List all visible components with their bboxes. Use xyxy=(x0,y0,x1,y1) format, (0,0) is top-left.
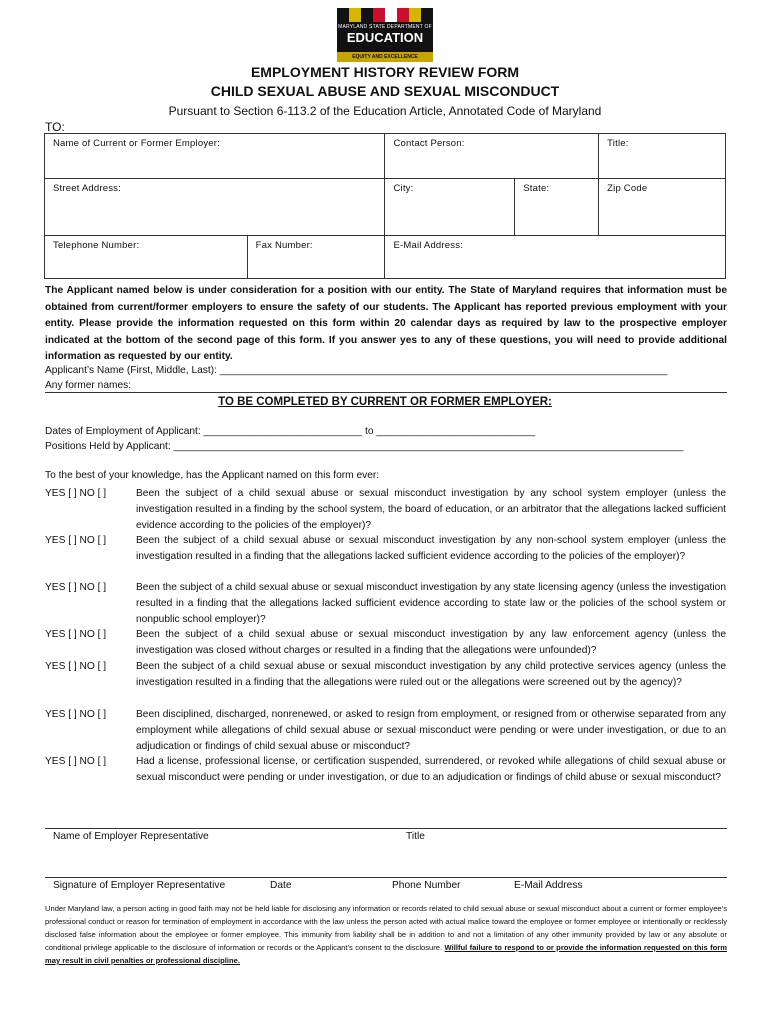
yes-no-checkbox[interactable]: YES [ ] NO [ ] xyxy=(45,661,107,672)
logo-tagline: EQUITY AND EXCELLENCE xyxy=(337,52,433,62)
fax-field[interactable] xyxy=(247,236,385,279)
state-label: State: xyxy=(523,183,550,194)
zip-code-field[interactable] xyxy=(599,179,726,236)
date-label: Date xyxy=(270,880,292,891)
flag-stripe xyxy=(409,8,421,22)
legal-reference: Pursuant to Section 6-113.2 of the Education Article, Annotated Code of Maryland xyxy=(168,104,602,118)
state-field[interactable] xyxy=(515,179,599,236)
representative-name-line[interactable] xyxy=(45,828,727,829)
instructions-paragraph: The Applicant named below is under consideration for a position with our entity. The State of Maryland requires that information must be obtained from current/former employers to ensure the safety of our students. The Applicant has reported previous employment with your entity. Please provide the information requested on this form within 20 calendar days as required by law to the prospective employer indicated at the bottom of the second page of this form. If you answer yes to any of these questions, you will need to provide additional information as requested by our entity. xyxy=(45,285,727,362)
question-text: Had a license, professional license, or certification suspended, surrendered, or revoked while allegations of child sexual abuse or sexual misconduct were pending or under investigation, or due to an adjudication or findings of child abuse or sexual misconduct? xyxy=(136,756,726,783)
question-text: Been the subject of a child sexual abuse or sexual misconduct investigation by any child protective services agency (unless the investigation resulted in a finding that the allegations were ruled out or the allegations were screened out by the agency)? xyxy=(136,661,726,688)
zip-code-label: Zip Code xyxy=(607,183,648,194)
legal-notice-text: Under Maryland law, a person acting in good faith may not be held liable for disclosing any information or records related to child sexual abuse or sexual misconduct about a current or former employee’s professional conduct or reason for termination of employment in accordance with the law unless the person acted with actual malice toward the employee or former employee or intentionally or recklessly disclosed false information about the employee or former employee. This immunity from liability shall be in addition to and not a limitation of any other immunity provided by law or any absolute or conditional privilege applicable to the disclosure of information or records or the Applicant’s consent to the disclosure. xyxy=(45,904,727,952)
phone-number-label: Phone Number xyxy=(392,880,461,891)
contact-person-label: Contact Person: xyxy=(393,138,465,149)
email-field[interactable] xyxy=(385,236,726,279)
employer-name-label: Name of Current or Former Employer: xyxy=(53,138,220,149)
former-names-line[interactable]: Any former names: xyxy=(45,380,132,391)
msde-logo xyxy=(337,8,433,58)
rep-signature-label: Signature of Employer Representative xyxy=(53,880,226,891)
legal-notice xyxy=(45,902,727,967)
employer-name-field[interactable] xyxy=(45,134,385,179)
city-field[interactable] xyxy=(385,179,515,236)
question-text: Been the subject of a child sexual abuse or sexual misconduct investigation by any state licensing agency (unless the investigation resulted in a finding that the allegations lacked sufficient evidence according to state law or the policies of the school system or nonpublic school employer)? xyxy=(136,582,726,625)
question-text: Been the subject of a child sexual abuse or sexual misconduct investigation by any school system employer (unless the investigation resulted in a finding by the school system, the board of education, or an arbitrator that the allegations lacked sufficient evidence according to the policies of the employer)? xyxy=(136,488,726,531)
penalty-warning: Willful failure to respond to or provide the information requested on this form may result in civil penalties or professional discipline. xyxy=(45,943,727,965)
question-text: Been the subject of a child sexual abuse or sexual misconduct investigation by any non-school system employer (unless the investigation resulted in a finding that the allegations lacked sufficient evidence according to the policies of the employer)? xyxy=(136,535,726,562)
questions-intro: To the best of your knowledge, has the Applicant named on this form ever: xyxy=(45,470,380,481)
flag-stripe xyxy=(349,8,361,22)
title-field[interactable] xyxy=(599,134,726,179)
contact-person-field[interactable] xyxy=(385,134,599,179)
email-address-label: E-Mail Address xyxy=(514,880,583,891)
street-address-label: Street Address: xyxy=(53,183,121,194)
flag-stripe xyxy=(361,8,373,22)
email-label: E-Mail Address: xyxy=(393,240,463,251)
logo-subtext: MARYLAND STATE DEPARTMENT OF xyxy=(338,24,432,30)
title-label: Title: xyxy=(607,138,629,149)
telephone-label: Telephone Number: xyxy=(53,240,140,251)
flag-stripe xyxy=(373,8,385,22)
yes-no-checkbox[interactable]: YES [ ] NO [ ] xyxy=(45,582,107,593)
flag-stripe xyxy=(397,8,409,22)
rep-name-label: Name of Employer Representative xyxy=(53,831,209,842)
employer-contact-table xyxy=(44,133,726,279)
section-heading: TO BE COMPLETED BY CURRENT OR FORMER EMPLOYER: xyxy=(218,396,552,408)
city-label: City: xyxy=(393,183,414,194)
form-title: EMPLOYMENT HISTORY REVIEW FORM xyxy=(250,64,520,80)
question-text: Been disciplined, discharged, nonrenewed, or asked to resign from employment, or resigned from or otherwise separated from any employment while allegations of child sexual abuse or sexual misconduct were pending or were under investigation, or due to an adjudication or findings of child sexual abuse or misconduct? xyxy=(136,709,726,752)
street-address-field[interactable] xyxy=(45,179,385,236)
form-subtitle-title: CHILD SEXUAL ABUSE AND SEXUAL MISCONDUCT xyxy=(210,83,560,99)
positions-held-line[interactable]: Positions Held by Applicant: __________________________________________________________________________________________ xyxy=(45,441,684,452)
yes-no-checkbox[interactable]: YES [ ] NO [ ] xyxy=(45,756,107,767)
rep-title-label: Title xyxy=(406,831,425,842)
flag-stripe xyxy=(337,8,349,22)
telephone-field[interactable] xyxy=(45,236,248,279)
yes-no-checkbox[interactable]: YES [ ] NO [ ] xyxy=(45,488,107,499)
dates-of-employment-line[interactable]: Dates of Employment of Applicant: ____________________________ to ____________________________ xyxy=(45,426,535,437)
maryland-flag-icon xyxy=(337,8,433,22)
to-label: TO: xyxy=(45,120,65,134)
flag-stripe xyxy=(421,8,433,22)
yes-no-checkbox[interactable]: YES [ ] NO [ ] xyxy=(45,629,107,640)
yes-no-checkbox[interactable]: YES [ ] NO [ ] xyxy=(45,535,107,546)
applicant-name-line[interactable]: Applicant’s Name (First, Middle, Last): _______________________________________________________________________________ xyxy=(45,365,668,376)
logo-main-text: EDUCATION xyxy=(346,30,424,45)
flag-stripe xyxy=(385,8,397,22)
logo-box xyxy=(337,22,433,52)
question-text: Been the subject of a child sexual abuse or sexual misconduct investigation by any law enforcement agency (unless the investigation was closed without charges or resulted in a finding that the allegations were unfounded)? xyxy=(136,629,726,656)
yes-no-checkbox[interactable]: YES [ ] NO [ ] xyxy=(45,709,107,720)
signature-line[interactable] xyxy=(45,877,727,878)
fax-label: Fax Number: xyxy=(255,240,313,251)
section-divider xyxy=(45,392,727,393)
